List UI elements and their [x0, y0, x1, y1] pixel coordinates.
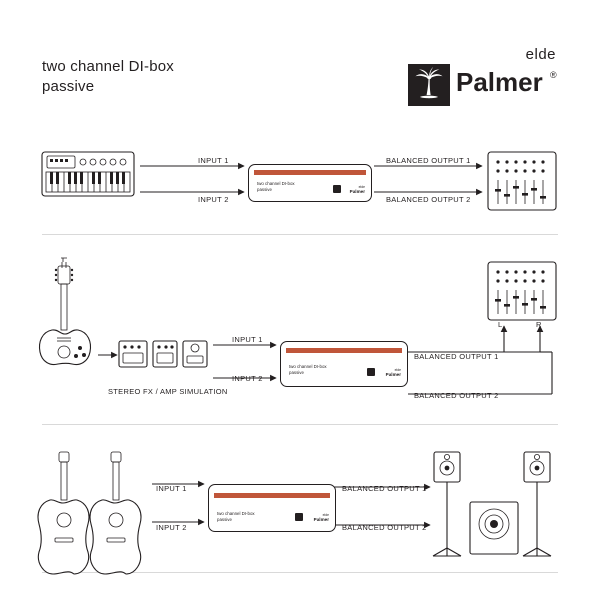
mixer-icon [488, 262, 556, 320]
di-box-stripe [214, 493, 330, 498]
brand-logo [408, 46, 558, 108]
label-balanced-output-1: BALANCED OUTPUT 1 [386, 156, 471, 165]
di-box-brand-label: elde Palmer [385, 368, 401, 377]
divider-2 [42, 424, 558, 425]
divider-1 [42, 234, 558, 235]
label-stereo-fx-amp-simulation: STEREO FX / AMP SIMULATION [108, 387, 228, 396]
di-box-brand-mark [367, 368, 375, 376]
di-box-label: two channel DI-box passive [289, 364, 327, 375]
label-input-1: INPUT 1 [198, 156, 229, 165]
electric-guitar-icon [40, 258, 91, 365]
label-balanced-output-1: BALANCED OUTPUT 1 [342, 484, 427, 493]
divider-3 [42, 572, 558, 573]
di-box-brand-label: elde Palmer [349, 185, 365, 194]
label-balanced-output-2: BALANCED OUTPUT 2 [342, 523, 427, 532]
label-channel-left: L [498, 320, 503, 329]
di-box-brand-label: elde Palmer [313, 513, 329, 522]
page-title [42, 57, 174, 97]
label-input-2: INPUT 2 [156, 523, 187, 532]
label-input-2: INPUT 2 [198, 195, 229, 204]
mixer-icon [488, 152, 556, 210]
label-input-1: INPUT 1 [232, 335, 263, 344]
brand-name: Palmer [456, 67, 543, 97]
pa-speakers-icon [433, 452, 551, 556]
label-balanced-output-1: BALANCED OUTPUT 1 [414, 352, 499, 361]
di-box-stripe [286, 348, 402, 353]
brand-sub-label: elde [525, 46, 556, 63]
label-input-1: INPUT 1 [156, 484, 187, 493]
page-title-line1: two channel DI-box [42, 58, 175, 75]
di-box-device [280, 341, 408, 387]
di-box-stripe [254, 170, 366, 175]
di-box-brand-mark [295, 513, 303, 521]
di-box-brand-mark [333, 185, 341, 193]
di-box-device [208, 484, 336, 532]
page-title-line2: passive [42, 78, 95, 95]
keyboard-icon [42, 152, 134, 196]
acoustic-guitar-icon [90, 452, 141, 574]
di-box-label: two channel DI-box passive [217, 511, 255, 522]
label-channel-right: R [536, 320, 542, 329]
palm-tree-icon [408, 64, 450, 106]
di-box-device [248, 164, 372, 202]
stereo-fx-pedals-icon [119, 341, 207, 367]
label-balanced-output-2: BALANCED OUTPUT 2 [386, 195, 471, 204]
brand-registered-mark: ® [550, 70, 557, 80]
label-balanced-output-2: BALANCED OUTPUT 2 [414, 391, 499, 400]
acoustic-guitar-icon [38, 452, 89, 574]
label-input-2: INPUT 2 [232, 374, 263, 383]
di-box-label: two channel DI-box passive [257, 181, 295, 192]
